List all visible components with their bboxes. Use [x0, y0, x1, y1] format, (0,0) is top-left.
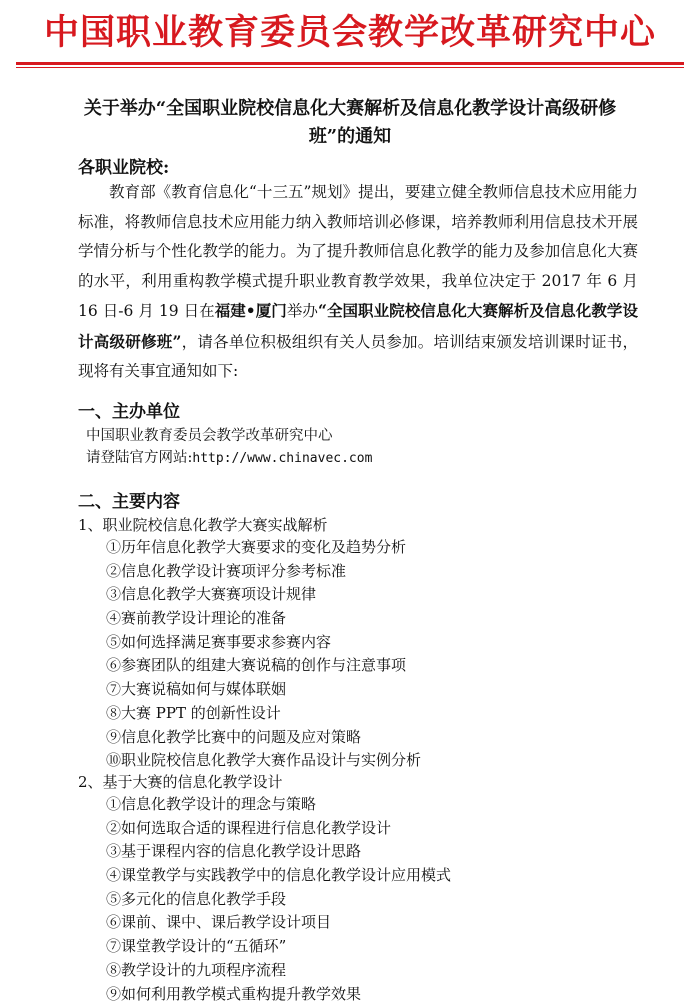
list-item: ②如何选取合适的课程进行信息化教学设计: [106, 817, 451, 841]
list-item: ⑧教学设计的九项程序流程: [106, 959, 451, 983]
body-paragraph: [78, 178, 638, 387]
letterhead-rule-thin: [16, 67, 684, 68]
subsection-heading-2: 2、基于大赛的信息化教学设计: [78, 771, 283, 792]
list-item: ⑨信息化教学比赛中的问题及应对策略: [106, 726, 421, 750]
salutation: 各职业院校:: [78, 153, 169, 178]
list-item: ②信息化教学设计赛项评分参考标准: [106, 560, 421, 584]
list-item: ⑦大赛说稿如何与媒体联姻: [106, 678, 421, 702]
website-label: 请登陆官方网站:: [86, 450, 192, 466]
notice-title-line2: 班”的通知: [50, 123, 650, 151]
website-line: [86, 447, 372, 470]
list-item: ③信息化教学大赛赛项设计规律: [106, 583, 421, 607]
organizer-name: 中国职业教育委员会教学改革研究中心: [86, 425, 333, 447]
list-item: ⑤多元化的信息化教学手段: [106, 888, 451, 912]
list-item: ①信息化教学设计的理念与策略: [106, 793, 451, 817]
list-item: ③基于课程内容的信息化教学设计思路: [106, 840, 451, 864]
list-item: ④课堂教学与实践教学中的信息化教学设计应用模式: [106, 864, 451, 888]
list-item: ⑨如何利用教学模式重构提升教学效果: [106, 983, 451, 1006]
body-text-part2: 举办: [287, 302, 318, 320]
list-item: ①历年信息化教学大赛要求的变化及趋势分析: [106, 536, 421, 560]
website-link[interactable]: http://www.chinavec.com: [192, 451, 372, 466]
section-heading-organizer: 一、主办单位: [78, 397, 180, 422]
content-list-2: [106, 793, 451, 1006]
letterhead-rule-thick: [16, 62, 684, 65]
body-text-part3: ，请各单位积极组织有关人员参加。培训结束颁发培训课时证书，现将有关事宜通知如下:: [78, 333, 638, 381]
list-item: ④赛前教学设计理论的准备: [106, 607, 421, 631]
body-text-part1: 教育部《教育信息化“十三五”规划》提出，要建立健全教师信息技术应用能力标准，将教师信息技术应用能力纳入教师培训必修课，培养教师利用信息技术开展学情分析与个性化教学的能力。为了提升教师信息化教学的能力及参加信息化大赛的水平，利用重构教学模式提升职业教育教学效果，我单位决定于 2017 年 6 月 16 日-6 月 19 日在: [78, 183, 638, 320]
notice-title: [50, 95, 650, 151]
subsection-heading-1: 1、职业院校信息化教学大赛实战解析: [78, 514, 328, 535]
list-item: ⑧大赛 PPT 的创新性设计: [106, 702, 421, 726]
section-heading-content: 二、主要内容: [78, 487, 180, 512]
event-location: 福建•厦门: [215, 301, 287, 320]
list-item: ⑩职业院校信息化教学大赛作品设计与实例分析: [106, 749, 421, 773]
list-item: ⑥课前、课中、课后教学设计项目: [106, 911, 451, 935]
notice-title-line1: 关于举办“全国职业院校信息化大赛解析及信息化教学设计高级研修: [50, 95, 650, 123]
list-item: ⑦课堂教学设计的“五循环”: [106, 935, 451, 959]
course-name: “全国职业院校信息化大赛解析及信息化教学设计高级研修班”: [78, 301, 638, 351]
list-item: ⑤如何选择满足赛事要求参赛内容: [106, 631, 421, 655]
content-list-1: [106, 536, 421, 773]
org-letterhead: 中国职业教育委员会教学改革研究中心: [0, 10, 700, 56]
list-item: ⑥参赛团队的组建大赛说稿的创作与注意事项: [106, 654, 421, 678]
